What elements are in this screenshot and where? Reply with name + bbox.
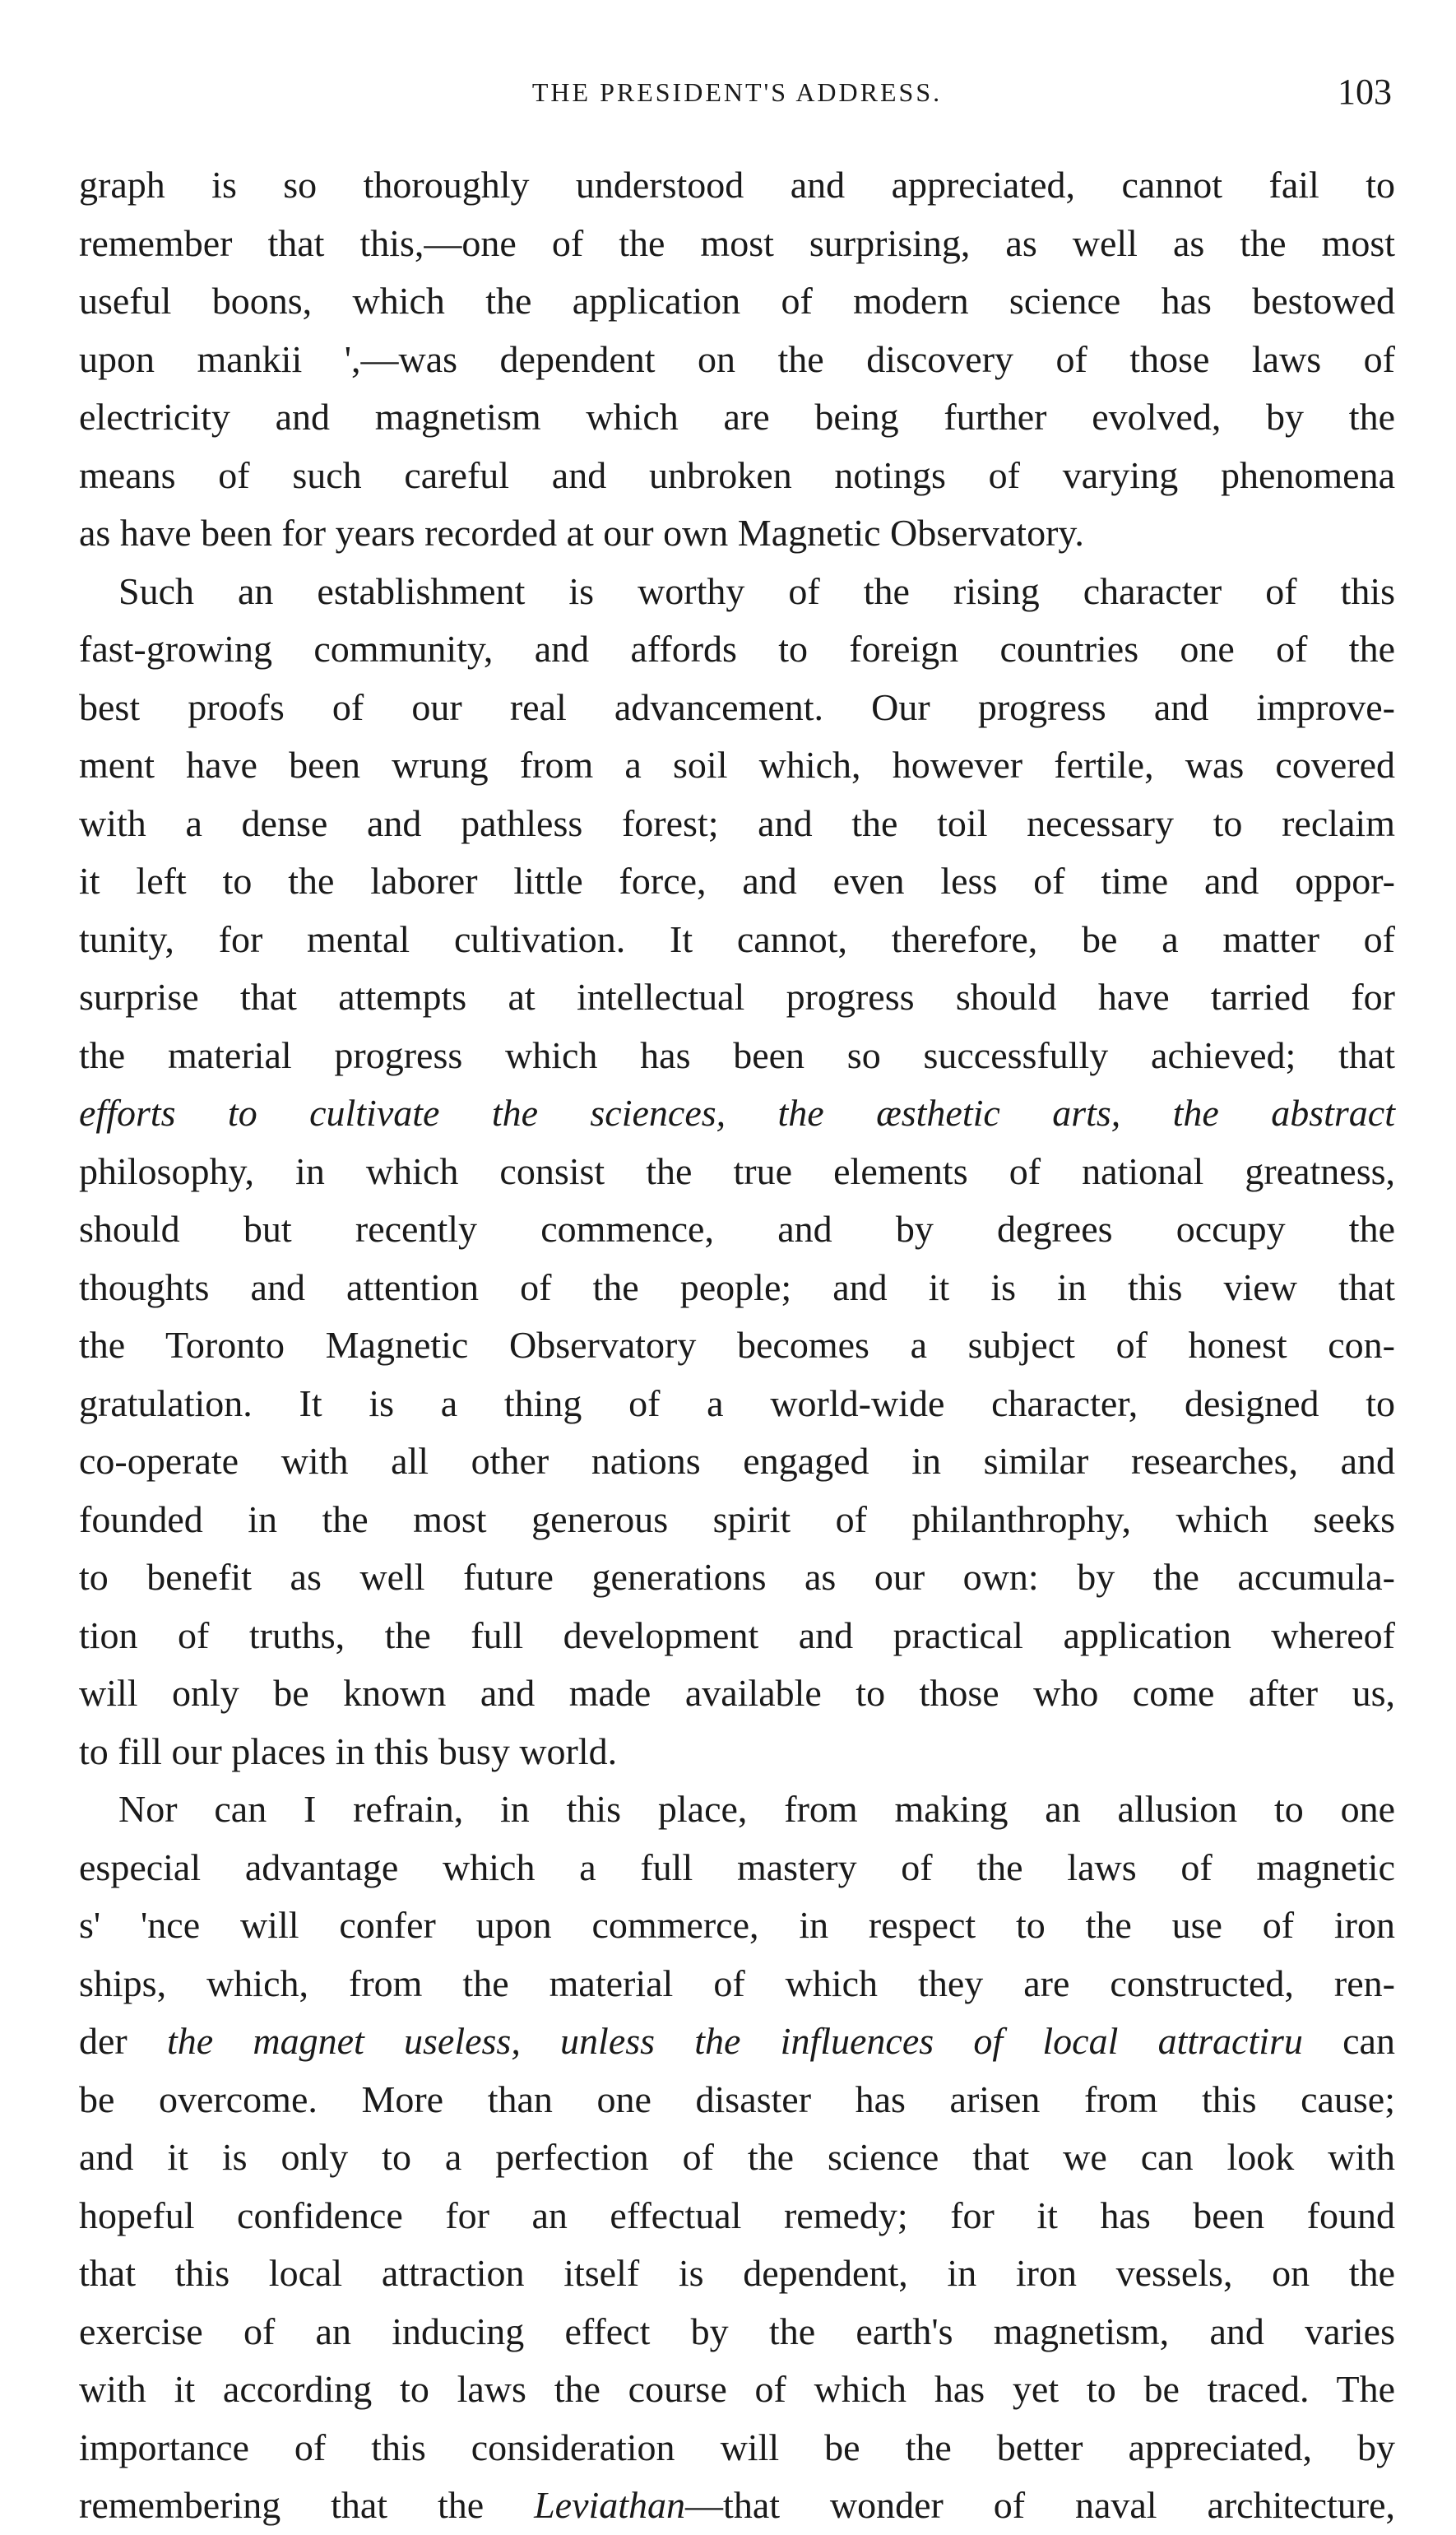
text-line: hopeful confidence for an effectual remedy; for it has been found (79, 2194, 1395, 2236)
text-line: electricity and magnetism which are being further evolved, by the (79, 396, 1395, 438)
text-line: graph is so thoroughly understood and appreciated, cannot fail to (79, 164, 1395, 206)
text-line: tunity, for mental cultivation. It cannot, therefore, be a matter of (79, 917, 1395, 960)
text-line: useful boons, which the application of modern science has bestowed (79, 280, 1395, 322)
text-line: der the magnet useless, unless the influences of local attractiru can (79, 2020, 1395, 2062)
text-line: s' 'nce will confer upon commerce, in respect to the use of iron (79, 1904, 1395, 1946)
text-line: gratulation. It is a thing of a world-wide character, designed to (79, 1381, 1395, 1424)
text-line: tion of truths, the full development and practical application whereof (79, 1613, 1395, 1656)
text-line: as have been for years recorded at our own Magnetic Observatory. (79, 512, 1084, 554)
text-line: will only be known and made available to those who come after us, (79, 1672, 1395, 1714)
text-line: thoughts and attention of the people; and it is in this view that (79, 1265, 1395, 1308)
text-line: co-operate with all other nations engaged in similar researches, and (79, 1440, 1395, 1482)
text-line: founded in the most generous spirit of philanthrophy, which seeks (79, 1497, 1395, 1540)
text-line: and it is only to a perfection of the science that we can look with (79, 2136, 1395, 2178)
text-line: Nor can I refrain, in this place, from making an allusion to one (118, 1788, 1395, 1830)
text-line: ships, which, from the material of which they are constructed, ren- (79, 1962, 1395, 2004)
text-line: it left to the laborer little force, and even less of time and oppor- (79, 860, 1395, 902)
text-line: to benefit as well future generations as our own: by the accumula- (79, 1556, 1395, 1598)
text-line: remember that this,—one of the most surprising, as well as the most (79, 221, 1395, 264)
page-number: 103 (1338, 72, 1392, 112)
text-line: philosophy, in which consist the true elements of national greatness, (79, 1149, 1395, 1192)
text-line: best proofs of our real advancement. Our progress and improve- (79, 685, 1395, 728)
text-line: especial advantage which a full mastery of the laws of magnetic (79, 1846, 1395, 1888)
text-line: Such an establishment is worthy of the rising character of this (118, 569, 1395, 612)
text-line: fast-growing community, and affords to foreign countries one of the (79, 628, 1395, 670)
text-line: the material progress which has been so successfully achieved; that (79, 1033, 1395, 1076)
text-line: ment have been wrung from a soil which, however fertile, was covered (79, 744, 1395, 786)
text-line: should but recently commence, and by degrees occupy the (79, 1208, 1395, 1250)
running-title: THE PRESIDENT'S ADDRESS. (531, 77, 943, 107)
text-line: efforts to cultivate the sciences, the æsthetic arts, the abstract (79, 1092, 1395, 1134)
running-head (79, 72, 1395, 114)
body-text (79, 156, 1395, 2535)
text-line: with a dense and pathless forest; and the toil necessary to reclaim (79, 801, 1395, 844)
text-line: be overcome. More than one disaster has arisen from this cause; (79, 2078, 1395, 2120)
text-line: importance of this consideration will be the better appreciated, by (79, 2426, 1395, 2468)
text-line: means of such careful and unbroken notings of varying phenomena (79, 453, 1395, 496)
text-line: upon mankii ',—was dependent on the discovery of those laws of (79, 337, 1395, 380)
text-line: with it according to laws the course of which has yet to be traced. The (79, 2368, 1395, 2410)
text-line: the Toronto Magnetic Observatory becomes a subject of honest con- (79, 1324, 1395, 1366)
text-line: remembering that the Leviathan—that wonder of naval architecture, (79, 2484, 1396, 2526)
text-line: surprise that attempts at intellectual progress should have tarried for (79, 976, 1395, 1018)
text-line: to fill our places in this busy world. (79, 1729, 618, 1772)
text-line: exercise of an inducing effect by the earth's magnetism, and varies (79, 2310, 1395, 2352)
text-line: that this local attraction itself is dependent, in iron vessels, on the (79, 2252, 1395, 2294)
